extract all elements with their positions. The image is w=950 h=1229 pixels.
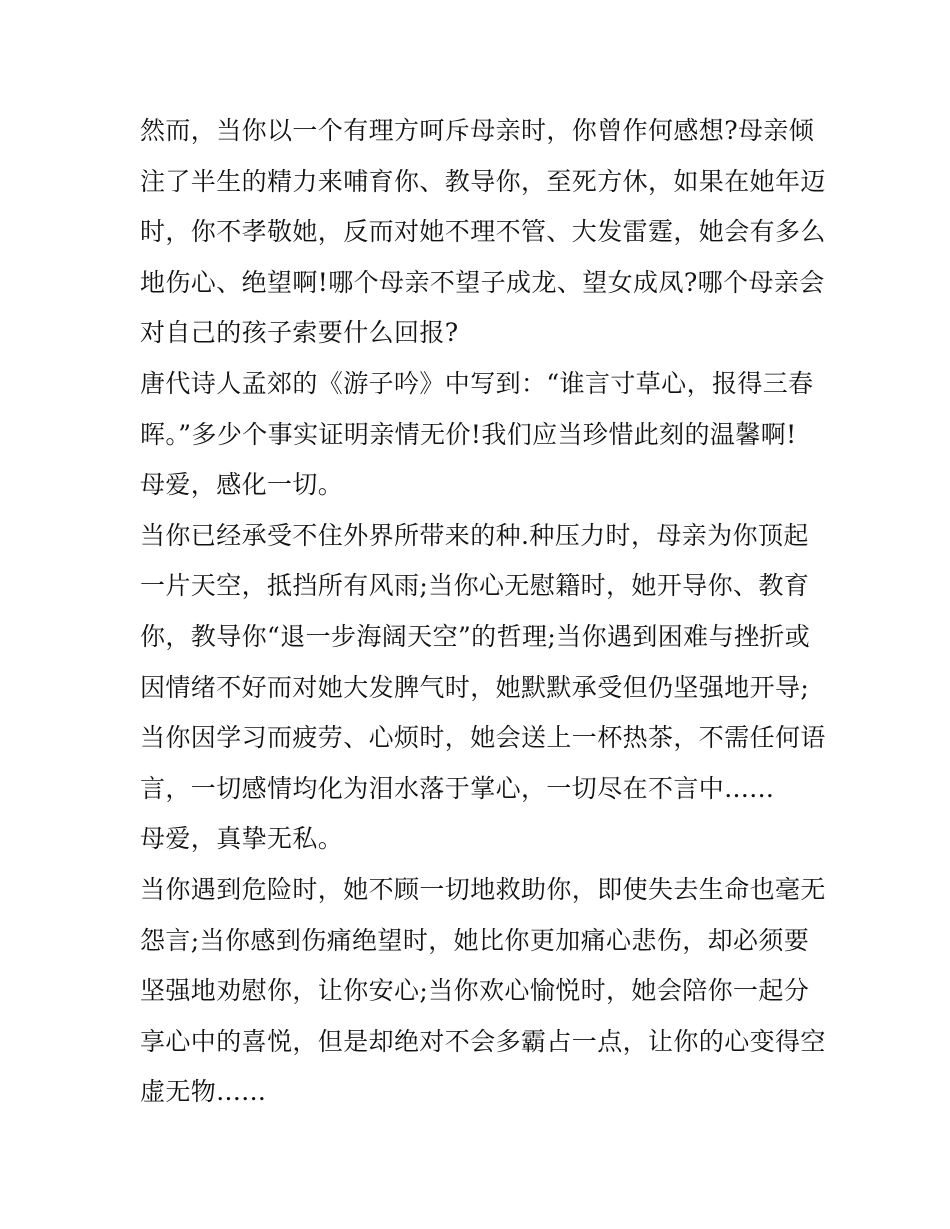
text-line: 当你遇到危险时，她不顾一切地救助你，即使失去生命也毫无 — [140, 874, 826, 904]
text-line: 当你已经承受不住外界所带来的种.种压力时，母亲为你顶起 — [140, 520, 809, 550]
text-line: 然而，当你以一个有理方呵斥母亲时，你曾作何感想?母亲倾 — [140, 116, 815, 145]
section-heading-line: 母爱，真挚无私。 — [140, 824, 344, 854]
text-line: 因情绪不好而对她大发脾气时，她默默承受但仍坚强地开导; — [140, 672, 810, 702]
section-heading-line: 母爱，感化一切。 — [140, 470, 344, 500]
text-line: 唐代诗人孟郊的《游子吟》中写到：“谁言寸草心，报得三春 — [140, 368, 814, 398]
text-line: 注了半生的精力来哺育你、教导你，至死方休，如果在她年迈 — [140, 166, 826, 196]
document-body — [140, 106, 826, 1118]
text-line: 当你因学习而疲劳、心烦时，她会送上一杯热茶，不需任何语 — [140, 723, 826, 753]
text-line: 时，你不孝敬她，反而对她不理不管、大发雷霆，她会有多么 — [140, 217, 826, 247]
text-line: 怨言;当你感到伤痛绝望时，她比你更加痛心悲伤，却必须要 — [140, 925, 810, 955]
text-line: 你，教导你“退一步海阔天空”的哲理;当你遇到困难与挫折或 — [140, 621, 811, 651]
text-line: 享心中的喜悦，但是却绝对不会多霸占一点，让你的心变得空 — [140, 1026, 826, 1056]
text-line: 晖。”多少个事实证明亲情无价!我们应当珍惜此刻的温馨啊! — [140, 419, 797, 449]
text-line: 一片天空，抵挡所有风雨;当你心无慰籍时，她开导你、教育 — [140, 571, 810, 601]
text-line: 地伤心、绝望啊!哪个母亲不望子成龙、望女成凤?哪个母亲会 — [140, 267, 825, 297]
text-line: 虚无物...... — [140, 1077, 267, 1107]
text-line: 坚强地劝慰你，让你安心;当你欢心愉悦时，她会陪你一起分 — [140, 976, 810, 1006]
text-line: 对自己的孩子索要什么回报? — [140, 318, 459, 348]
text-line: 言，一切感情均化为泪水落于掌心，一切尽在不言中...... — [140, 773, 775, 803]
